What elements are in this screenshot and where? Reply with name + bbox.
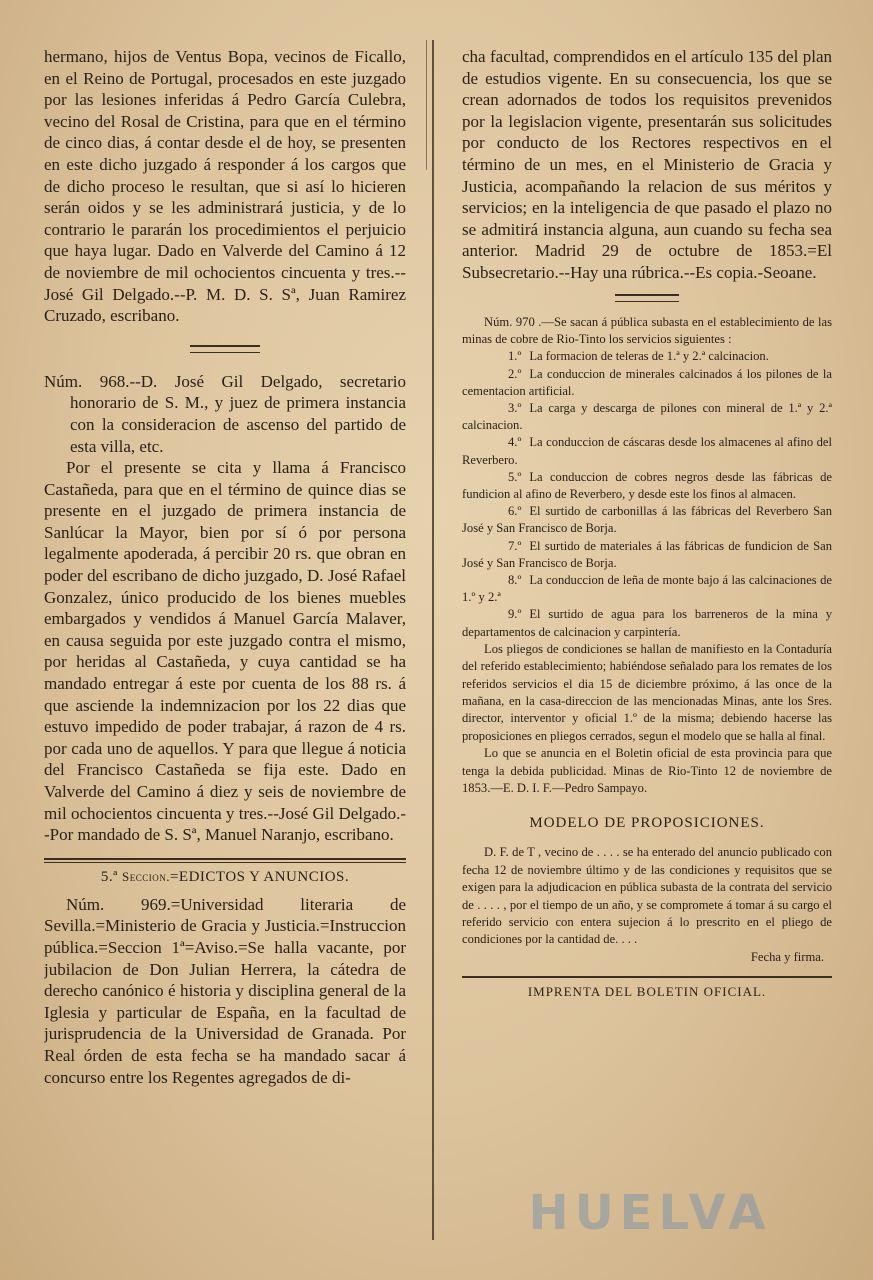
service-item — [462, 469, 832, 503]
service-item — [462, 606, 832, 640]
notice-968-heading: Núm. 968.--D. José Gil Delgado, secretario honorario de S. M., y juez de primera instancia con la consideracion de ascenso del partido de esta villa, etc. — [44, 371, 406, 456]
column-divider-short — [426, 40, 427, 170]
notice-continuation: hermano, hijos de Ventus Bopa, vecinos de Ficallo, en el Reino de Portugal, procesados en este juzgado por las lesiones inferidas á Pedro García Culebra, vecino del Rosal de Cristina, para que en el término de cinco dias, á contar desde el de hoy, se presenten en este dicho juzgado á responder á los cargos que de dicho proceso le resultan, que si así lo hicieren serán oidos y se les administrará justicia, y de lo contrario le pararán los procedimientos el perjuicio que haya lugar. Dado en Valverde del Camino á 12 de noviembre de mil ochocientos cincuenta y tres.--José Gil Delgado.--P. M. D. S. Sª, Juan Ramirez Cruzado, escribano. — [44, 47, 406, 326]
notice-970-heading: Núm. 970 .—Se sacan á pública subasta en el establecimiento de las minas de cobre de Rio-Tinto los servicios siguientes : — [462, 314, 832, 346]
services-list — [462, 348, 832, 640]
service-ordinal: 7.º — [508, 538, 522, 553]
footer-rule — [462, 976, 832, 978]
announcement-paragraph: Lo que se anuncia en el Boletin oficial de esta provincia para que tenga la debida publicidad. Minas de Rio-Tinto 12 de noviembre de 1853.—E. D. I. F.—Pedro Sampayo. — [462, 746, 832, 796]
imprint-line: IMPRENTA DEL BOLETIN OFICIAL. — [527, 984, 767, 1000]
service-item — [462, 538, 832, 572]
section-rule — [44, 858, 406, 863]
separator-rule — [615, 294, 679, 302]
service-text: La conduccion de leña de monte bajo á las calcinaciones de 1.º y 2.ª — [462, 572, 832, 605]
service-text: La conduccion de cáscaras desde los almacenes al afino del Reverbero. — [462, 435, 832, 467]
conditions-paragraph: Los pliegos de condiciones se hallan de manifiesto en la Contaduría del referido establecimiento; habiéndose señalado para los remates de los referidos servicios el dia 15 de diciembre próximo, á las once de la mañana, en la casa-direccion de las mencionadas Minas, ante los Sres. director, interventor y oficial 1.º de la misma; debiendo hacerse las proposiciones en pliegos cerrados, segun el modelo que se halla al final. — [462, 641, 832, 743]
service-ordinal: 1.º — [508, 349, 522, 364]
column-divider — [432, 40, 434, 1240]
service-ordinal: 5.º — [508, 469, 522, 484]
separator-rule — [190, 345, 260, 353]
service-text: La conduccion de cobres negros desde las fábricas de fundicion al afino de Reverbero, y desde este los finos al almacen. — [462, 469, 832, 501]
section-title: =EDICTOS Y ANUNCIOS. — [169, 868, 350, 885]
watermark-logo: HUELVA — [528, 1185, 772, 1241]
service-ordinal: 8.º — [508, 572, 522, 587]
notice-969-continuation: cha facultad, comprendidos en el artículo 135 del plan de estudios vigente. En su consecuencia, los que se crean adornados de todos los requisitos prevenidos por la legislacion vigente, presentarán sus solicitudes por conducto de los Rectores respectivos en el término de un mes, en el Ministerio de Gracia y Justicia, acompañando la relacion de sus méritos y servicios; en la inteligencia de que pasado el plazo no se admitirá instancia alguna, aun cuando su fecha sea anterior. Madrid 29 de octubre de 1853.=El Subsecretario.--Hay una rúbrica.--Es copia.-Seoane. — [462, 47, 832, 282]
model-text: D. F. de T , vecino de . . . . se ha enterado del anuncio publicado con fecha 12 de noviembre último y de las condiciones y requisitos que se exigen para la adjudicacion en pública subasta de la contrata del servicio de . . . . , por el tiempo de un año, y se compromete á tomar á su cargo el referido servicio con entera sujecion á lo prescrito en el pliego de condiciones por la cantidad de. . . . — [462, 845, 832, 947]
service-ordinal: 4.º — [508, 435, 522, 450]
section-heading — [44, 869, 406, 886]
service-item — [462, 366, 832, 400]
service-item — [462, 348, 832, 365]
service-text: La carga y descarga de pilones con mineral de 1.ª y 2.ª calcinacion. — [462, 400, 832, 433]
service-text: El surtido de materiales á las fábricas de fundicion de San José y San Francisco de Borja. — [462, 538, 832, 570]
service-text: La formacion de teleras de 1.ª y 2.ª calcinacion. — [529, 349, 769, 364]
service-item — [462, 400, 832, 434]
service-ordinal: 2.º — [508, 366, 522, 381]
model-signature: Fecha y firma. — [750, 949, 824, 964]
model-title: MODELO DE PROPOSICIONES. — [529, 815, 765, 832]
left-column — [44, 46, 406, 1220]
section-label: Seccion. — [121, 868, 170, 884]
section-number: 5.ª — [100, 868, 118, 885]
service-item — [462, 572, 832, 606]
notice-969-text: Núm. 969.=Universidad literaria de Sevilla.=Ministerio de Gracia y Justicia.=Instruccion pública.=Seccion 1ª=Aviso.=Se halla vacante, por jubilacion de Don Julian Herrera, la cátedra de derecho canónico é historia y disciplina general de la Iglesia y particular de España, en la facultad de jurisprudencia de la Universidad de Granada. Por Real órden de esta fecha se ha mandado sacar á concurso entre los Regentes agregados de di- — [44, 894, 406, 1087]
service-item — [462, 503, 832, 537]
notice-968-body: Por el presente se cita y llama á Francisco Castañeda, para que en el término de quince dias se presente en el juzgado de primera instancia de Sanlúcar la Mayor, bien por sí ó por persona legalmente apoderada, á percibir 20 rs. que obran en poder del escribano de dicho juzgado, D. José Rafael Gonzalez, único producido de los bienes muebles embargados y vendidos á Manuel García Malaver, en causa seguida por este juzgado contra el mismo, por heridas al Castañeda, y cuya cantidad se ha mandado entregar á este por cuenta de los 88 rs. á que asciende la indemnizacion por los 22 dias que estuvo impedido de poder trabajar, á razon de 4 rs. por cada uno de aquellos. Y para que llegue á noticia del Francisco Castañeda se fija este. Dado en Valverde del Camino á diez y seis de noviembre de mil ochocientos cincuenta y tres.--José Gil Delgado.--Por mandado de S. Sª, Manuel Naranjo, escribano. — [44, 458, 406, 845]
service-text: El surtido de carbonillas á las fábricas del Reverbero San José y San Francisco de Borja. — [462, 504, 832, 536]
service-item — [462, 434, 832, 468]
service-ordinal: 6.º — [508, 504, 522, 519]
service-text: La conduccion de minerales calcinados á los pilones de la cementacion artificial. — [462, 366, 832, 398]
right-column — [462, 46, 832, 1220]
service-ordinal: 9.º — [508, 607, 522, 622]
service-text: El surtido de agua para los barreneros de la mina y departamentos de calcinacion y carpintería. — [462, 607, 832, 639]
service-ordinal: 3.º — [508, 400, 522, 415]
